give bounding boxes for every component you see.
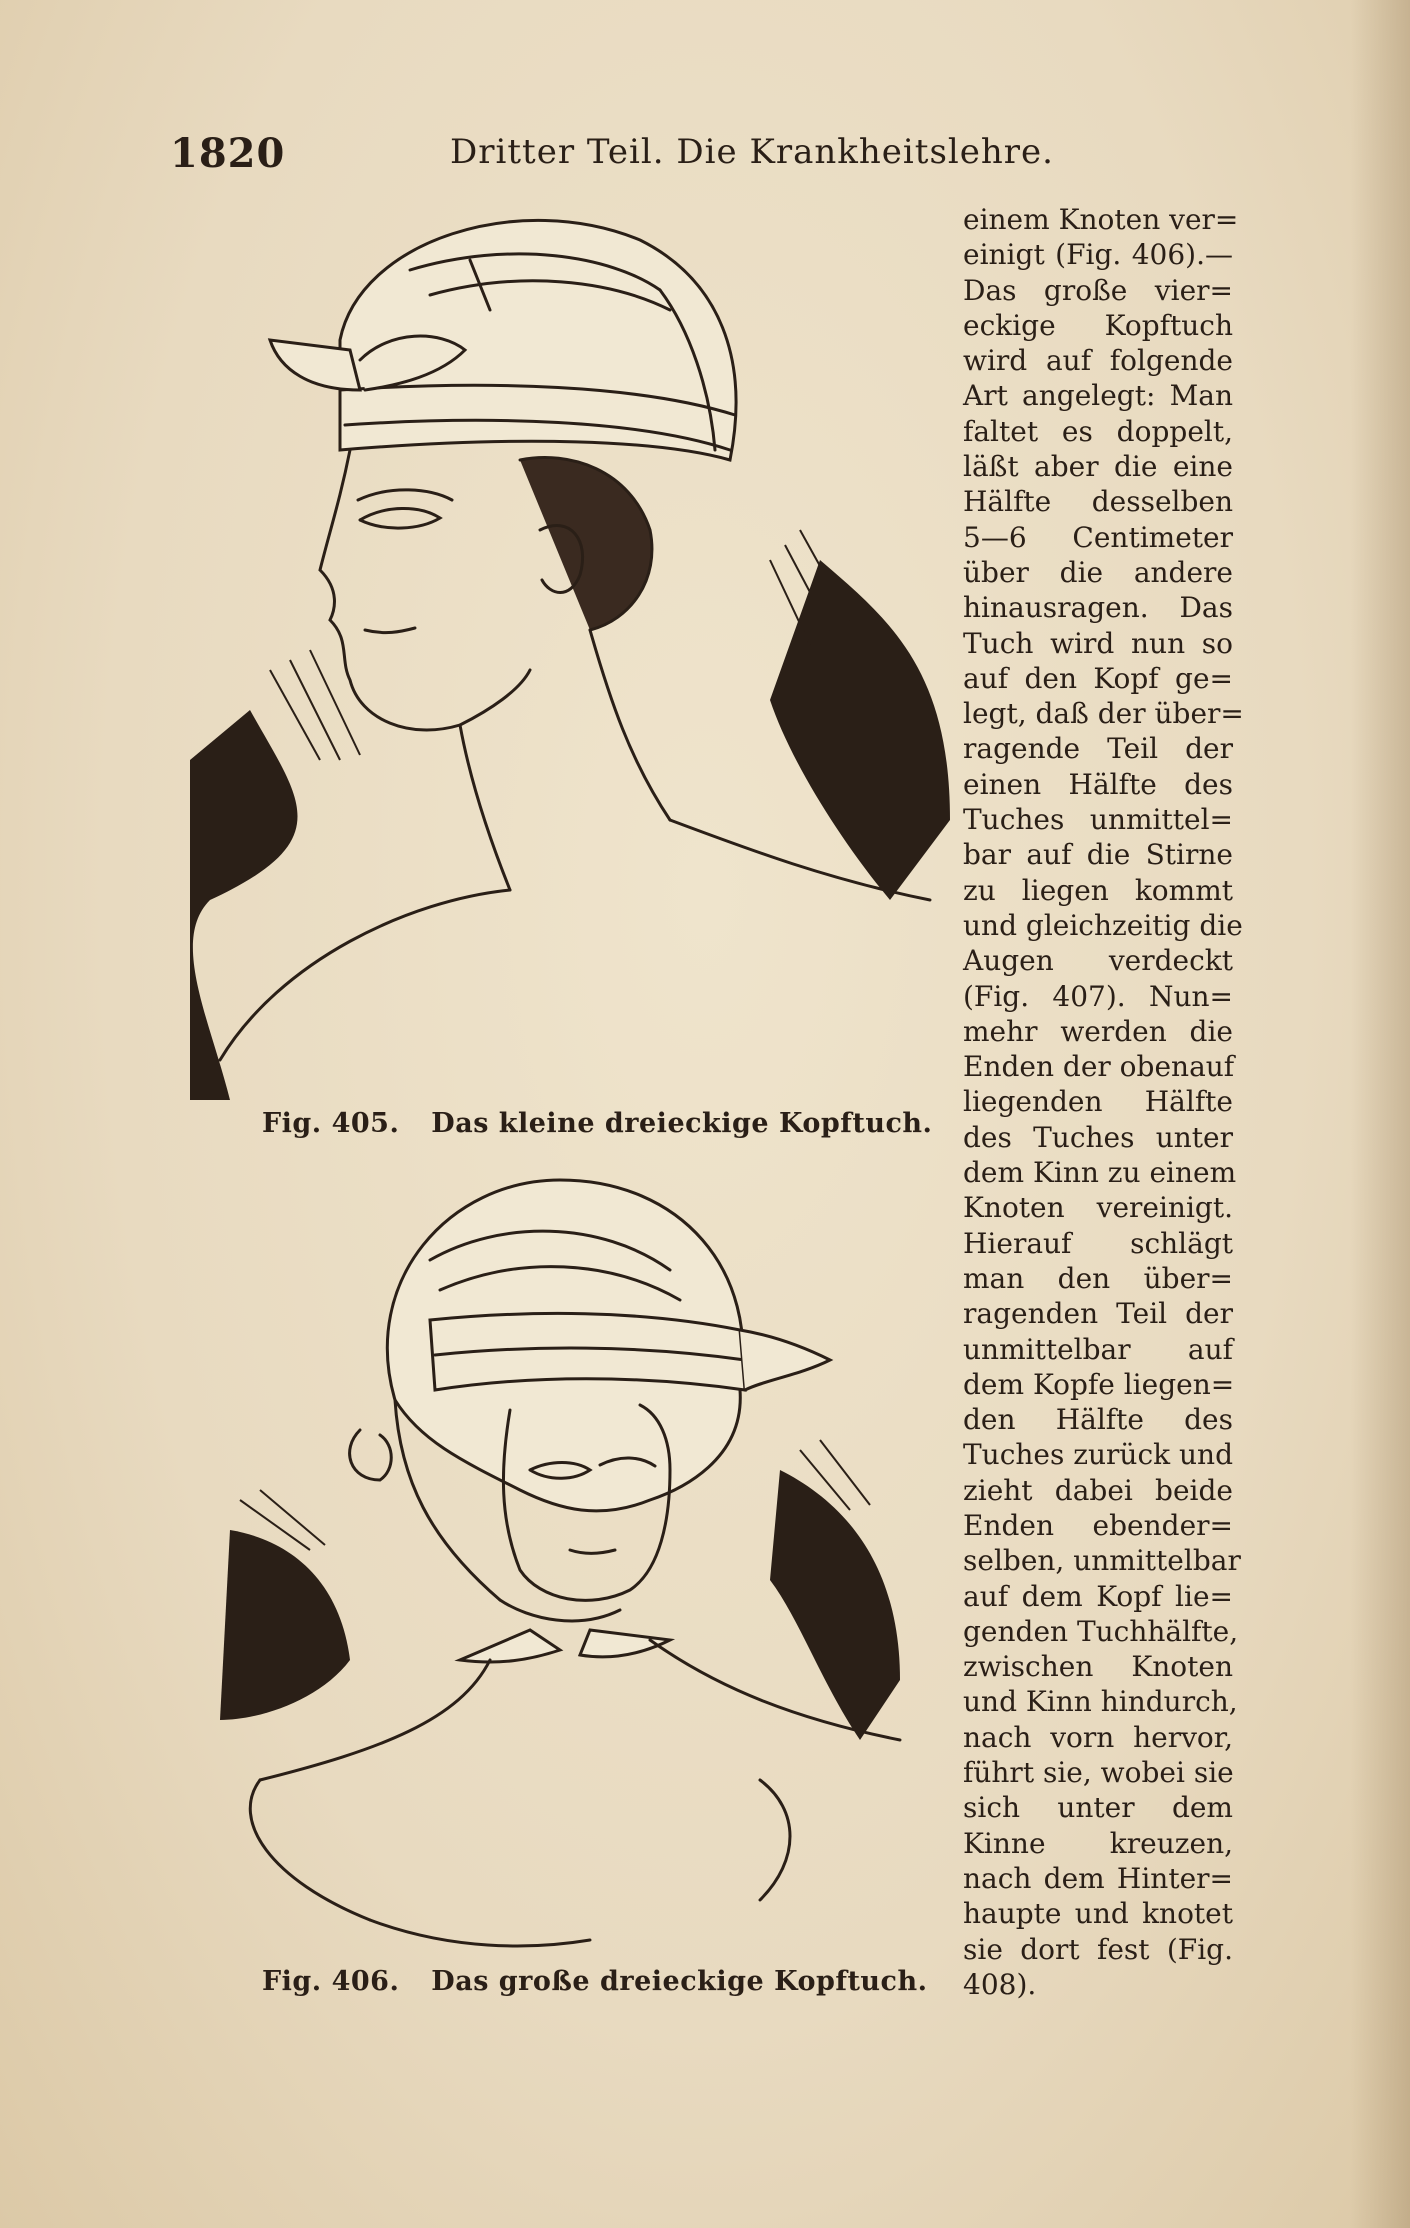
body-text-line: sie dort fest (Fig. [963,1932,1233,1966]
page-number: 1820 [170,130,286,177]
body-text-line: führt sie, wobei sie [963,1756,1234,1790]
body-text-line: genden Tuchhälfte, [963,1614,1239,1648]
body-text-line: zieht dabei beide [963,1473,1233,1507]
body-text-line: hinausragen. Das [963,591,1233,625]
figure-405-illustration [190,200,960,1100]
body-text-line: man den über= [963,1261,1233,1295]
body-text-line: über die andere [963,555,1233,589]
body-text-line: Das große vier= [963,273,1233,307]
figure-405-label: Fig. 405. [262,1108,400,1139]
body-text-line: Knoten vereinigt. [963,1191,1233,1225]
body-text-line: zwischen Knoten [963,1650,1233,1684]
body-text-line: und gleichzeitig die [963,908,1243,942]
body-text-line: auf dem Kopf lie= [963,1579,1233,1613]
body-text-line: läßt aber die eine [963,450,1233,484]
body-text-line: 5—6 Centimeter [963,520,1233,554]
body-text-line: ragenden Teil der [963,1297,1233,1331]
figure-405-title: Das kleine dreieckige Kopftuch. [431,1108,933,1139]
body-text-line: legt, daß der über= [963,697,1244,731]
body-text-line: Augen verdeckt [963,944,1233,978]
body-text-line: zu liegen kommt [963,873,1233,907]
body-text-line: Tuches unmittel= [963,803,1233,837]
body-text-line: und Kinn hindurch, [963,1685,1238,1719]
body-text-line: faltet es doppelt, [963,414,1233,448]
body-text-line: dem Kopfe liegen= [963,1367,1235,1401]
body-text-line: wird auf folgende [963,344,1233,378]
body-text-line: mehr werden die [963,1014,1233,1048]
head-with-large-kerchief-drawing [200,1160,930,1960]
body-text-line: bar auf die Stirne [963,838,1233,872]
body-text-line: haupte und knotet [963,1897,1233,1931]
body-text-line: liegenden Hälfte [963,1085,1233,1119]
body-text-line: Hälfte desselben [963,485,1233,519]
body-text-column [963,202,1244,2002]
figure-405-caption [262,1108,932,1139]
body-text-line: Enden ebender= [963,1508,1233,1542]
body-text-line: des Tuches unter [963,1120,1233,1154]
body-text-line: nach vorn hervor, [963,1720,1233,1754]
figure-406-caption [262,1966,928,1997]
body-text-line: selben, unmittelbar [963,1544,1241,1578]
body-text-line: eckige Kopftuch [963,308,1233,342]
head-with-small-kerchief-drawing [190,200,960,1100]
body-text-line: unmittelbar auf [963,1332,1233,1366]
body-text-line: sich unter dem [963,1791,1233,1825]
body-text-line: den Hälfte des [963,1403,1233,1437]
figure-406-title: Das große dreieckige Kopftuch. [431,1966,928,1997]
body-text-line: (Fig. 407). Nun= [963,979,1233,1013]
body-text-line: Enden der obenauf [963,1050,1235,1084]
body-text-line: auf den Kopf ge= [963,661,1233,695]
body-text-line: Kinne kreuzen, [963,1826,1233,1860]
body-text-line: Hierauf schlägt [963,1226,1233,1260]
body-text-line: einem Knoten ver= [963,203,1239,236]
figure-406-illustration [200,1160,930,1960]
body-text-line: Tuch wird nun so [963,626,1233,660]
page-edge-shadow [1350,0,1410,2228]
running-head: Dritter Teil. Die Krankheitslehre. [450,132,1054,172]
body-text-line: einen Hälfte des [963,767,1233,801]
body-text-line: 408). [963,1967,1037,2001]
body-text-line: nach dem Hinter= [963,1861,1233,1895]
body-text-line: ragende Teil der [963,732,1233,766]
page-header [170,130,1250,190]
figure-406-label: Fig. 406. [262,1966,400,1997]
body-text-line: Tuches zurück und [963,1438,1234,1472]
body-text-line: Art angelegt: Man [963,379,1233,413]
body-text-line: dem Kinn zu einem [963,1156,1237,1190]
body-text-line: einigt (Fig. 406).— [963,238,1233,272]
